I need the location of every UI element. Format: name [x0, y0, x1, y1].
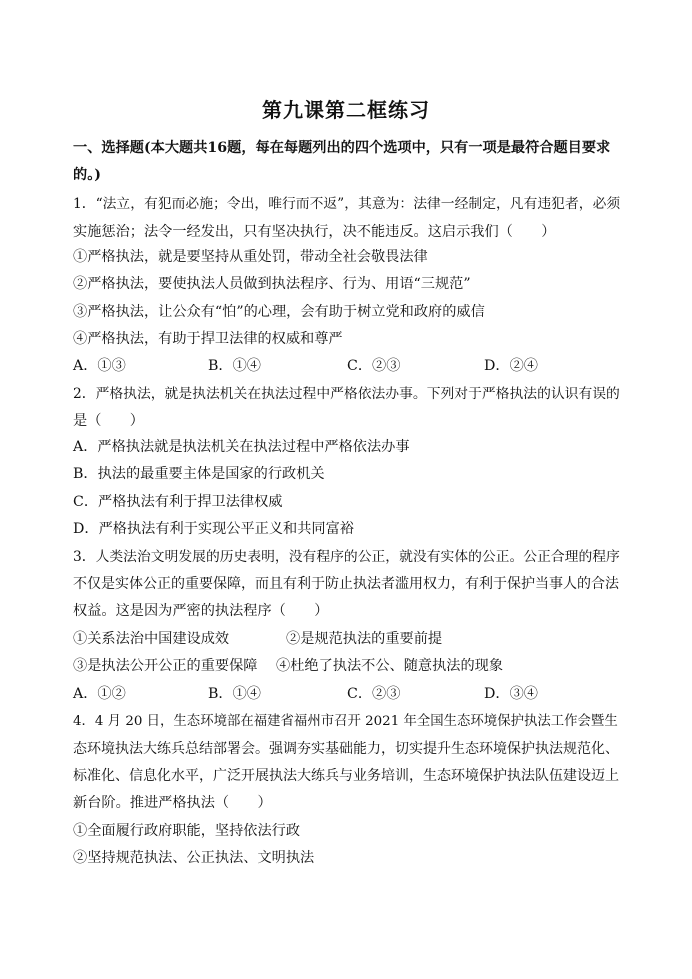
q1-stem-line2: 实施惩治；法令一经发出，只有坚决执行，决不能违反。这启示我们（ ） — [73, 224, 556, 240]
q2-stem-line1: 2．严格执法，就是执法机关在执法过程中严格依法办事。下列对于严格执法的认识有误的 — [73, 386, 620, 402]
q3-stem-line2: 不仅是实体公正的重要保障，而且有利于防止执法者滥用权力，有利于保护当事人的合法 — [73, 576, 619, 592]
q1-stem-line1: 1．“法立，有犯而必施；令出，唯行而不返”，其意为：法律一经制定，凡有违犯者，必须 — [73, 196, 621, 212]
q4-stem-line1: 4．4 月 20 日，生态环境部在福建省福州市召开 2021 年全国生态环境保护执法工作会暨生 — [73, 714, 618, 729]
q3-statement-3: ③是执法公开公正的重要保障 — [73, 658, 258, 674]
q1-statement-4: ④严格执法，有助于捍卫法律的权威和尊严 — [73, 331, 343, 347]
q1-option-c: C．②③ — [347, 358, 401, 374]
q1-statement-2: ②严格执法，要使执法人员做到执法程序、行为、用语“三规范” — [73, 276, 471, 292]
q3-option-b: B．①④ — [208, 686, 261, 702]
q3-stem-line1: 3．人类法治文明发展的历史表明，没有程序的公正，就没有实体的公正。公正合理的程序 — [73, 549, 620, 565]
q4-stem-line2: 态环境执法大练兵总结部署会。强调夯实基础能力，切实提升生态环境保护执法规范化、 — [73, 741, 619, 757]
q3-option-d: D．③④ — [484, 686, 538, 702]
q3-stem-line3: 权益。这是因为严密的执法程序（ ） — [73, 603, 329, 619]
q1-option-d: D．②④ — [484, 358, 538, 374]
q3-option-c: C．②③ — [347, 686, 401, 702]
q2-option-a: A．严格执法就是执法机关在执法过程中严格依法办事 — [73, 439, 410, 455]
q3-statement-2: ②是规范执法的重要前提 — [286, 631, 443, 647]
q1-statement-1: ①严格执法，就是要坚持从重处罚，带动全社会敬畏法律 — [73, 249, 428, 265]
section-header-line1: 一、选择题(本大题共16题，每在每题列出的四个选项中，只有一项是最符合题目要求 — [73, 140, 611, 156]
q1-option-a: A．①③ — [73, 358, 126, 374]
q1-option-b: B．①④ — [208, 358, 261, 374]
q4-statement-1: ①全面履行政府职能，坚持依法行政 — [73, 823, 301, 839]
q4-statement-2: ②坚持规范执法、公正执法、文明执法 — [73, 850, 315, 866]
q2-option-c: C．严格执法有利于捍卫法律权威 — [73, 494, 283, 510]
q3-statement-4: ④杜绝了执法不公、随意执法的现象 — [276, 658, 504, 674]
q3-statement-1: ①关系法治中国建设成效 — [73, 631, 230, 647]
q2-stem-line2: 是（ ） — [73, 413, 144, 429]
q2-option-b: B．执法的最重要主体是国家的行政机关 — [73, 466, 325, 482]
q1-statement-3: ③严格执法，让公众有“怕”的心理，会有助于树立党和政府的威信 — [73, 304, 485, 320]
q4-stem-line4: 新台阶。推进严格执法（ ） — [73, 795, 272, 811]
q4-stem-line3: 标准化、信息化水平，广泛开展执法大练兵与业务培训，生态环境保护执法队伍建设迈上 — [73, 768, 619, 784]
q3-option-a: A．①② — [73, 686, 126, 702]
section-header-line2: 的。) — [73, 167, 101, 183]
page-title: 第九课第二框练习 — [262, 98, 430, 122]
q2-option-d: D．严格执法有利于实现公平正义和共同富裕 — [73, 521, 354, 537]
